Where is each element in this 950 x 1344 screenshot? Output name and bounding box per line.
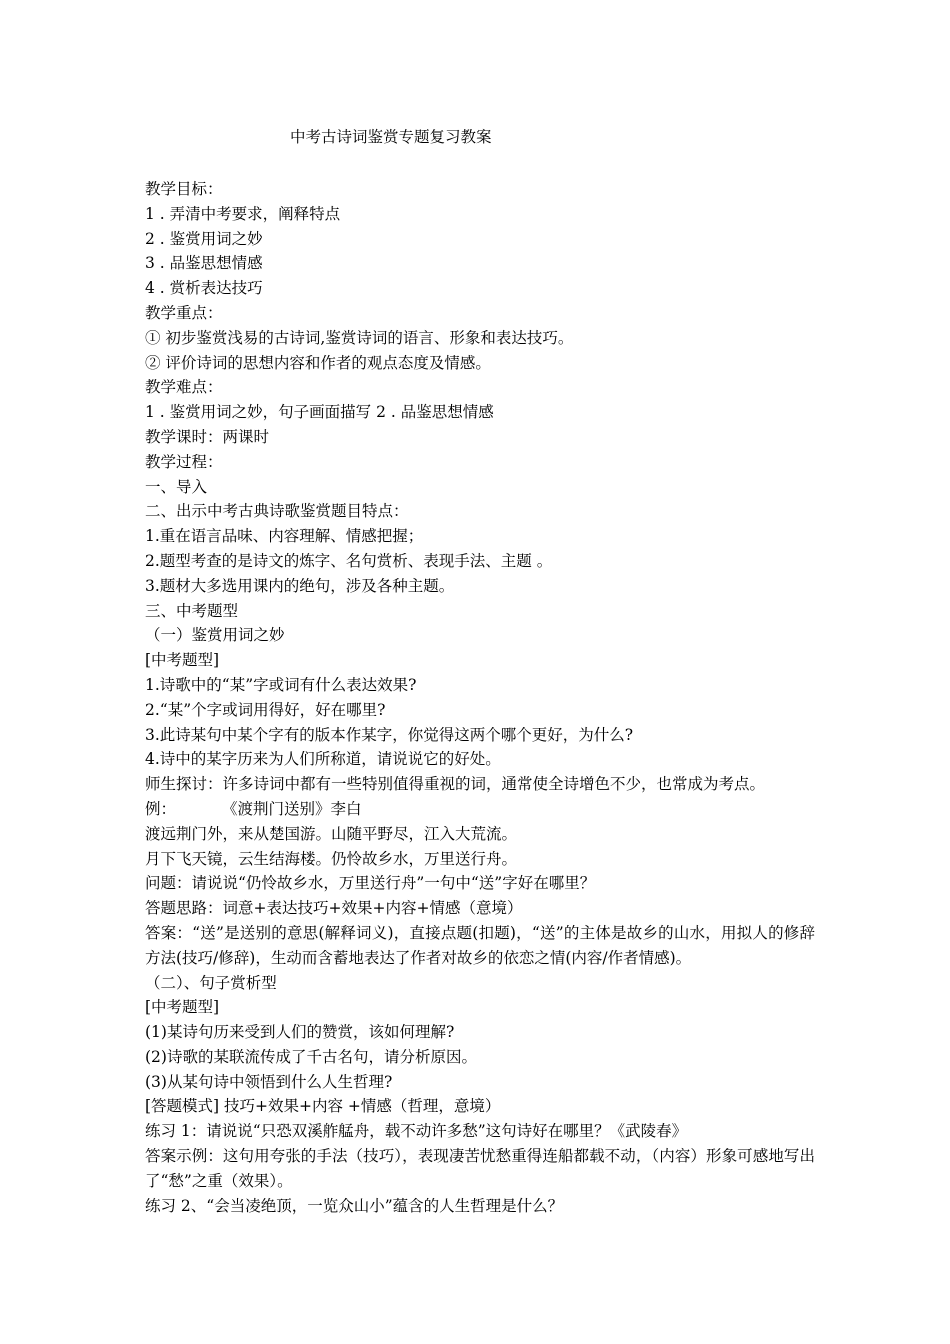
text-line: 教学难点： (145, 378, 223, 397)
text-line: 教学课时：两课时 (145, 427, 270, 446)
text-line: ① 初步鉴赏浅易的古诗词,鉴赏诗词的语言、形象和表达技巧。 (145, 328, 574, 347)
text-line: 2.题型考查的是诗文的炼字、名句赏析、表现手法、主题 。 (145, 551, 553, 570)
text-line: （一）鉴赏用词之妙 (145, 626, 285, 645)
text-line: (2)诗歌的某联流传成了千古名句，请分析原因。 (145, 1047, 477, 1066)
text-line: [中考题型] (145, 651, 220, 670)
text-line: 教学过程： (145, 452, 223, 471)
text-line: 一、导入 (145, 477, 208, 496)
text-line: 月下飞天镜，云生结海楼。仍怜故乡水，万里送行舟。 (145, 849, 518, 868)
text-line: 教学目标： (145, 180, 223, 198)
document-title: 中考古诗词鉴赏专题复习教案 (290, 128, 492, 146)
text-line: （二）、句子赏析型 (145, 973, 277, 992)
text-line: (3)从某句诗中领悟到什么人生哲理? (145, 1072, 393, 1091)
text-line: 练习 2、“会当凌绝顶，一览众山小”蕴含的人生哲理是什么？ (145, 1196, 564, 1215)
text-line: 2 . 鉴赏用词之妙 (145, 229, 263, 248)
text-line: 1 . 弄清中考要求，阐释特点 (145, 204, 341, 223)
text-line: 1.重在语言品味、内容理解、情感把握； (145, 527, 424, 546)
text-line: 3 . 品鉴思想情感 (145, 254, 263, 273)
text-line: [中考题型] (145, 998, 220, 1017)
text-line: 3.此诗某句中某个字有的版本作某字，你觉得这两个哪个更好，为什么? (145, 725, 634, 744)
text-line: 教学重点： (145, 303, 223, 322)
text-line: 答题思路：词意+表达技巧+效果+内容+情感（意境） (145, 899, 523, 918)
text-line: 三、中考题型 (145, 601, 239, 620)
text-line: 2.“某”个字或词用得好，好在哪里? (145, 700, 386, 719)
text-line: 4.诗中的某字历来为人们所称道，请说说它的好处。 (145, 750, 501, 769)
text-line: (1)某诗句历来受到人们的赞赏，该如何理解? (145, 1023, 455, 1042)
text-line: 师生探讨：许多诗词中都有一些特别值得重视的词，通常使全诗增色不少，也常成为考点。 (145, 775, 766, 794)
answer-example-paragraph: 答案示例：这句用夸张的手法（技巧），表现凄苦忧愁重得连船都载不动，（内容）形象可感地写出了“愁”之重（效果）。 (145, 1147, 815, 1190)
example-work-title: 《渡荆门送别》李白 (222, 799, 362, 818)
text-line: 练习 1：请说说“只恐双溪舴艋舟，载不动许多愁”这句诗好在哪里？《武陵春》 (145, 1122, 688, 1141)
text-line: ② 评价诗词的思想内容和作者的观点态度及情感。 (145, 353, 491, 372)
answer-paragraph: 答案：“送”是送别的意思(解释词义)，直接点题(扣题)，“送”的主体是故乡的山水，用拟人的修辞方法(技巧/修辞)，生动而含蓄地表达了作者对故乡的依恋之情(内容/作者情感)。 (145, 923, 815, 967)
text-line: 渡远荆门外，来从楚国游。山随平野尽，江入大荒流。 (145, 824, 518, 843)
example-line (145, 797, 815, 822)
text-line: 问题：请说说“仍怜故乡水，万里送行舟”一句中“送”字好在哪里？ (145, 874, 596, 893)
text-line: 4 . 赏析表达技巧 (145, 279, 263, 298)
document-body (145, 177, 815, 1218)
text-line: [答题模式] 技巧+效果+内容 +情感（哲理，意境） (145, 1097, 501, 1116)
text-line: 二、出示中考古典诗歌鉴赏题目特点： (145, 502, 409, 521)
text-line: 1 . 鉴赏用词之妙，句子画面描写 2 . 品鉴思想情感 (145, 403, 494, 422)
example-label: 例： (145, 799, 177, 818)
text-line: 3.题材大多选用课内的绝句，涉及各种主题。 (145, 576, 455, 595)
text-line: 1.诗歌中的“某”字或词有什么表达效果? (145, 675, 417, 694)
